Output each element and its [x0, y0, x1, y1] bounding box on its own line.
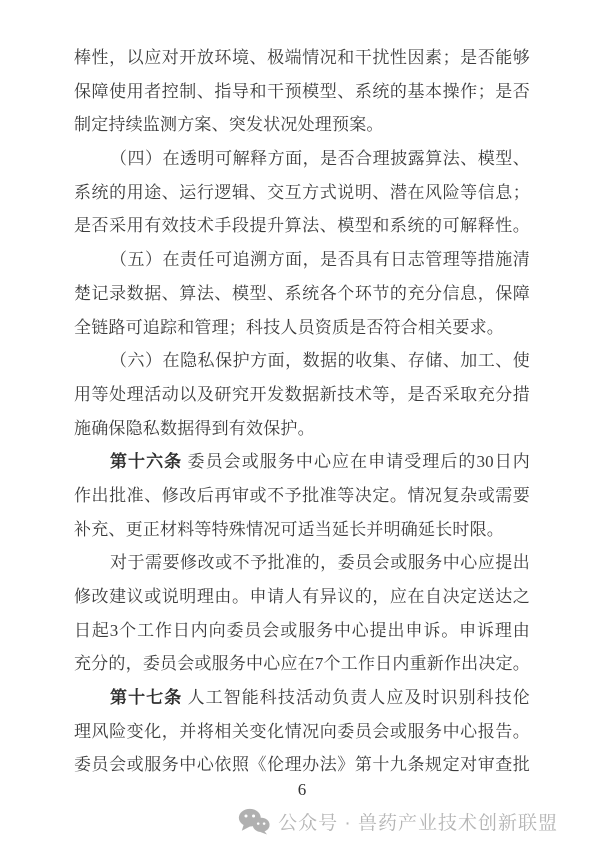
text-line: 日起3个工作日内向委员会或服务中心提出申诉。申诉理由	[74, 620, 530, 640]
wechat-icon	[238, 808, 270, 835]
watermark-text: 公众号 · 兽药产业技术创新联盟	[278, 813, 558, 834]
document-lines	[74, 41, 530, 782]
text-line: 保障使用者控制、指导和干预模型、系统的基本操作；是否	[74, 81, 530, 101]
text-line: （六）在隐私保护方面，数据的收集、存储、加工、使	[110, 351, 530, 371]
text-line: 第十七条 人工智能科技活动负责人应及时识别科技伦	[110, 688, 531, 708]
watermark	[238, 808, 558, 835]
text-line: 制定持续监测方案、突发状况处理预案。	[74, 115, 384, 135]
text-line: 第十六条 委员会或服务中心应在申请受理后的30日内	[110, 452, 530, 472]
text-line: （四）在透明可解释方面，是否合理披露算法、模型、	[110, 149, 530, 169]
text-line: 是否采用有效技术手段提升算法、模型和系统的可解释性。	[74, 216, 530, 236]
text-line: 对于需要修改或不予批准的，委员会或服务中心应提出	[110, 553, 530, 573]
text-line: 棒性，以应对开放环境、极端情况和干扰性因素；是否能够	[74, 48, 530, 67]
text-line: 全链路可追踪和管理；科技人员资质是否符合相关要求。	[74, 317, 504, 337]
text-line: 用等处理活动以及研究开发数据新技术等，是否采取充分措	[74, 384, 530, 404]
text-line: 理风险变化，并将相关变化情况向委员会或服务中心报告。	[74, 721, 530, 741]
text-line: 补充、更正材料等特殊情况可适当延长并明确延长时限。	[74, 519, 504, 539]
text-line: 系统的用途、运行逻辑、交互方式说明、潜在风险等信息；	[74, 182, 530, 202]
text-line: 充分的，委员会或服务中心应在7个工作日内重新作出决定。	[74, 654, 530, 674]
text-line: 楚记录数据、算法、模型、系统各个环节的充分信息，保障	[74, 283, 530, 303]
page-number: 6	[297, 780, 307, 799]
text-line: 作出批准、修改后再审或不予批准等决定。情况复杂或需要	[74, 485, 530, 505]
article-heading: 第十六条	[110, 452, 183, 472]
text-line: 委员会或服务中心依照《伦理办法》第十九条规定对审查批	[74, 755, 530, 775]
text-line: （五）在责任可追溯方面，是否具有日志管理等措施清	[110, 250, 530, 270]
article-heading: 第十七条	[110, 688, 183, 708]
text-line: 施确保隐私数据得到有效保护。	[74, 418, 315, 438]
text-line: 修改建议或说明理由。申请人有异议的，应在自决定送达之	[74, 587, 530, 606]
